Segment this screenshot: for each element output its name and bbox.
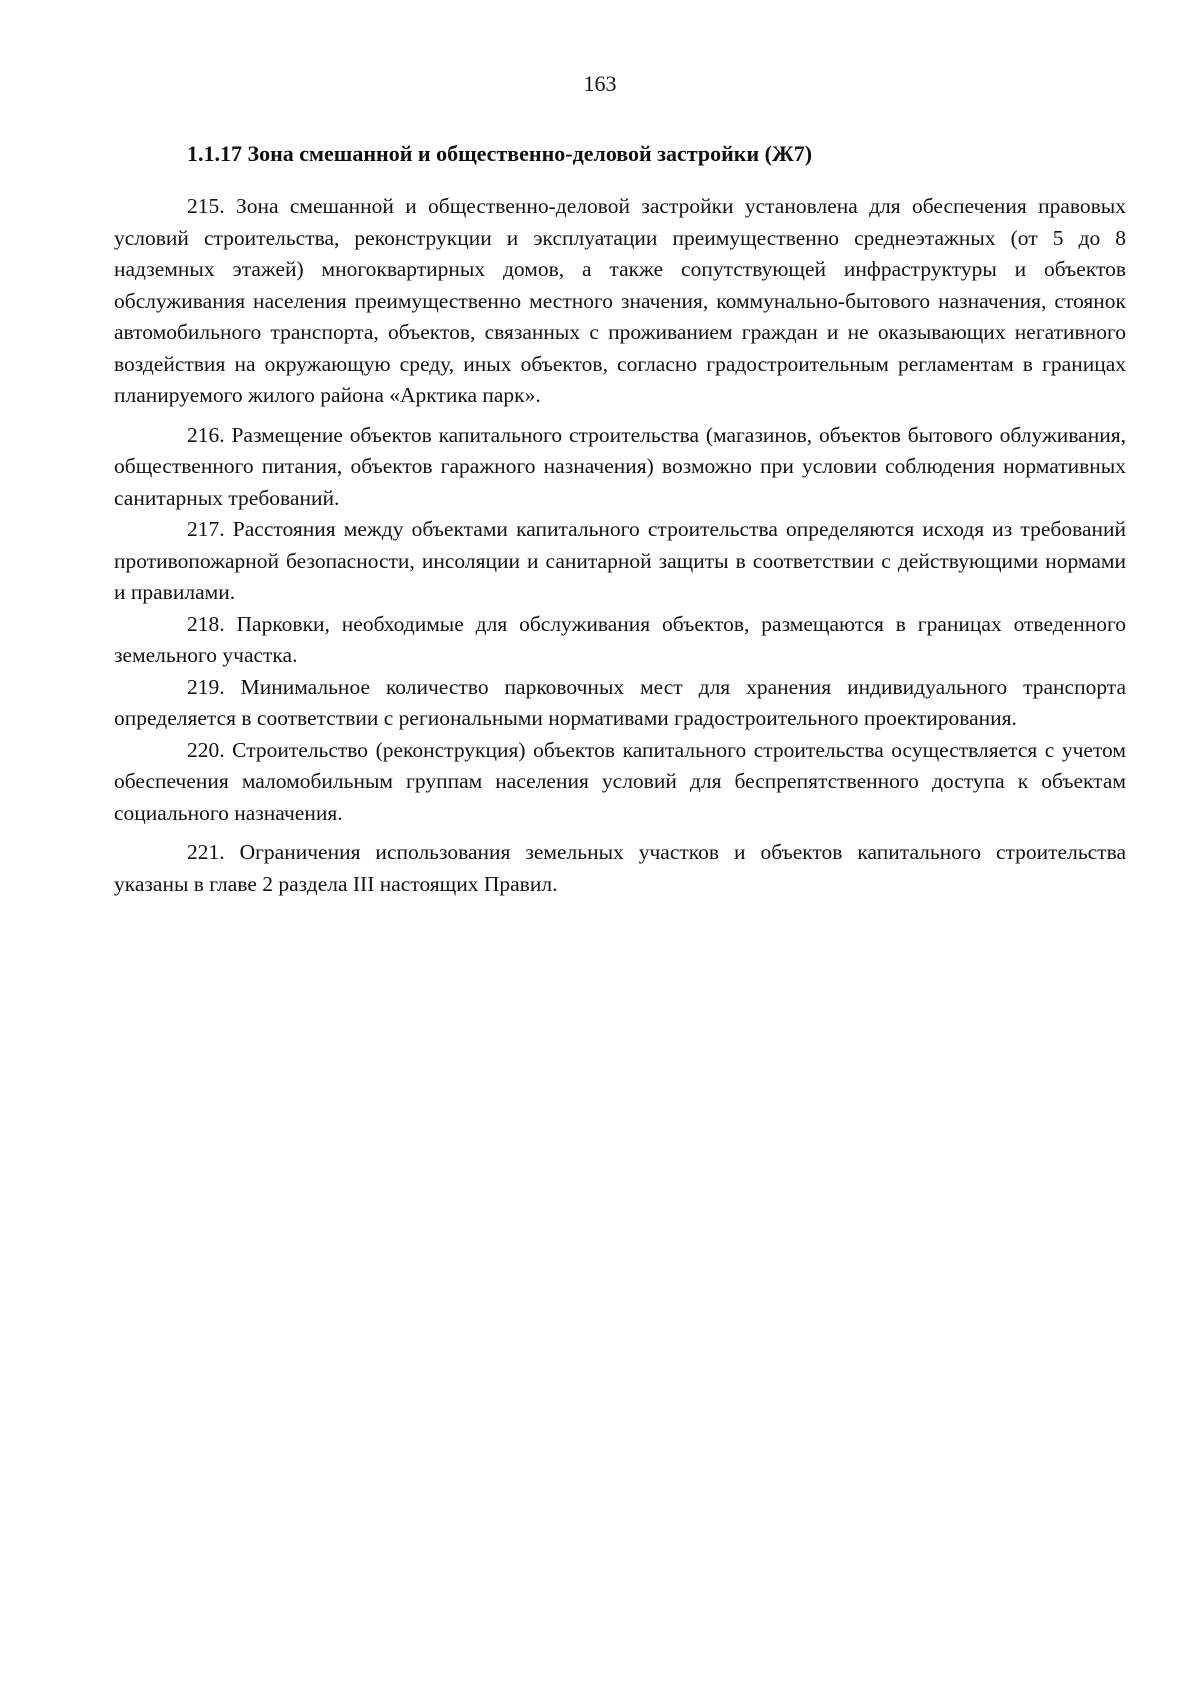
- paragraph-218: [114, 609, 1126, 672]
- section-heading: 1.1.17 Зона смешанной и общественно-деловой застройки (Ж7): [187, 141, 813, 166]
- paragraph-text: Парковки, необходимые для обслуживания объектов, размещаются в границах отведенного земельного участка.: [114, 611, 1126, 667]
- paragraph-text: Размещение объектов капитального строительства (магазинов, объектов бытового облуживания, общественного питания, объектов гаражного назначения) возможно при условии соблюдения нормативных санитарных требований.: [114, 422, 1127, 510]
- paragraph-number: 220.: [187, 737, 225, 762]
- paragraph-text: Ограничения использования земельных участков и объектов капитального строительства указаны в главе 2 раздела III настоящих Правил.: [114, 840, 1126, 896]
- paragraph-number: 216.: [187, 422, 225, 447]
- paragraph-217: [114, 514, 1126, 609]
- document-body: [114, 191, 1126, 900]
- paragraph-219: [114, 672, 1126, 735]
- paragraph-221: [114, 837, 1126, 900]
- paragraph-216: [114, 420, 1126, 515]
- paragraph-text: Расстояния между объектами капитального строительства определяются исходя из требований противопожарной безопасности, инсоляции и санитарной защиты в соответствии с действующими нормами и правилами.: [114, 517, 1126, 604]
- paragraph-number: 221.: [187, 840, 225, 864]
- page-number: 163: [583, 71, 617, 96]
- paragraph-number: 219.: [187, 674, 225, 699]
- paragraph-text: Строительство (реконструкция) объектов капитального строительства осуществляется с учетом обеспечения маломобильным группам населения условий для беспрепятственного доступа к объектам социального назначения.: [114, 737, 1127, 825]
- paragraph-text: Зона смешанной и общественно-деловой застройки установлена для обеспечения правовых условий строительства, реконструкции и эксплуатации преимущественно среднеэтажных (от 5 до 8 надземных этажей) многоквартирных домов, а также сопутствующей инфраструктуры и объектов обслуживания населения преимущественно местного значения, коммунально-бытового назначения, стоянок автомобильного транспорта, объектов, связанных с проживанием граждан и не оказывающих негативного воздействия на окружающую среду, иных объектов, согласно градостроительным регламентам в границах планируемого жилого района «Арктика парк».: [114, 194, 1126, 407]
- paragraph-220: [114, 735, 1126, 830]
- paragraph-number: 218.: [187, 611, 225, 636]
- paragraph-number: 217.: [187, 517, 225, 541]
- paragraph-text: Минимальное количество парковочных мест для хранения индивидуального транспорта определяется в соответствии с региональными нормативами градостроительного проектирования.: [114, 674, 1127, 730]
- paragraph-215: [114, 191, 1126, 412]
- paragraph-number: 215.: [187, 194, 225, 218]
